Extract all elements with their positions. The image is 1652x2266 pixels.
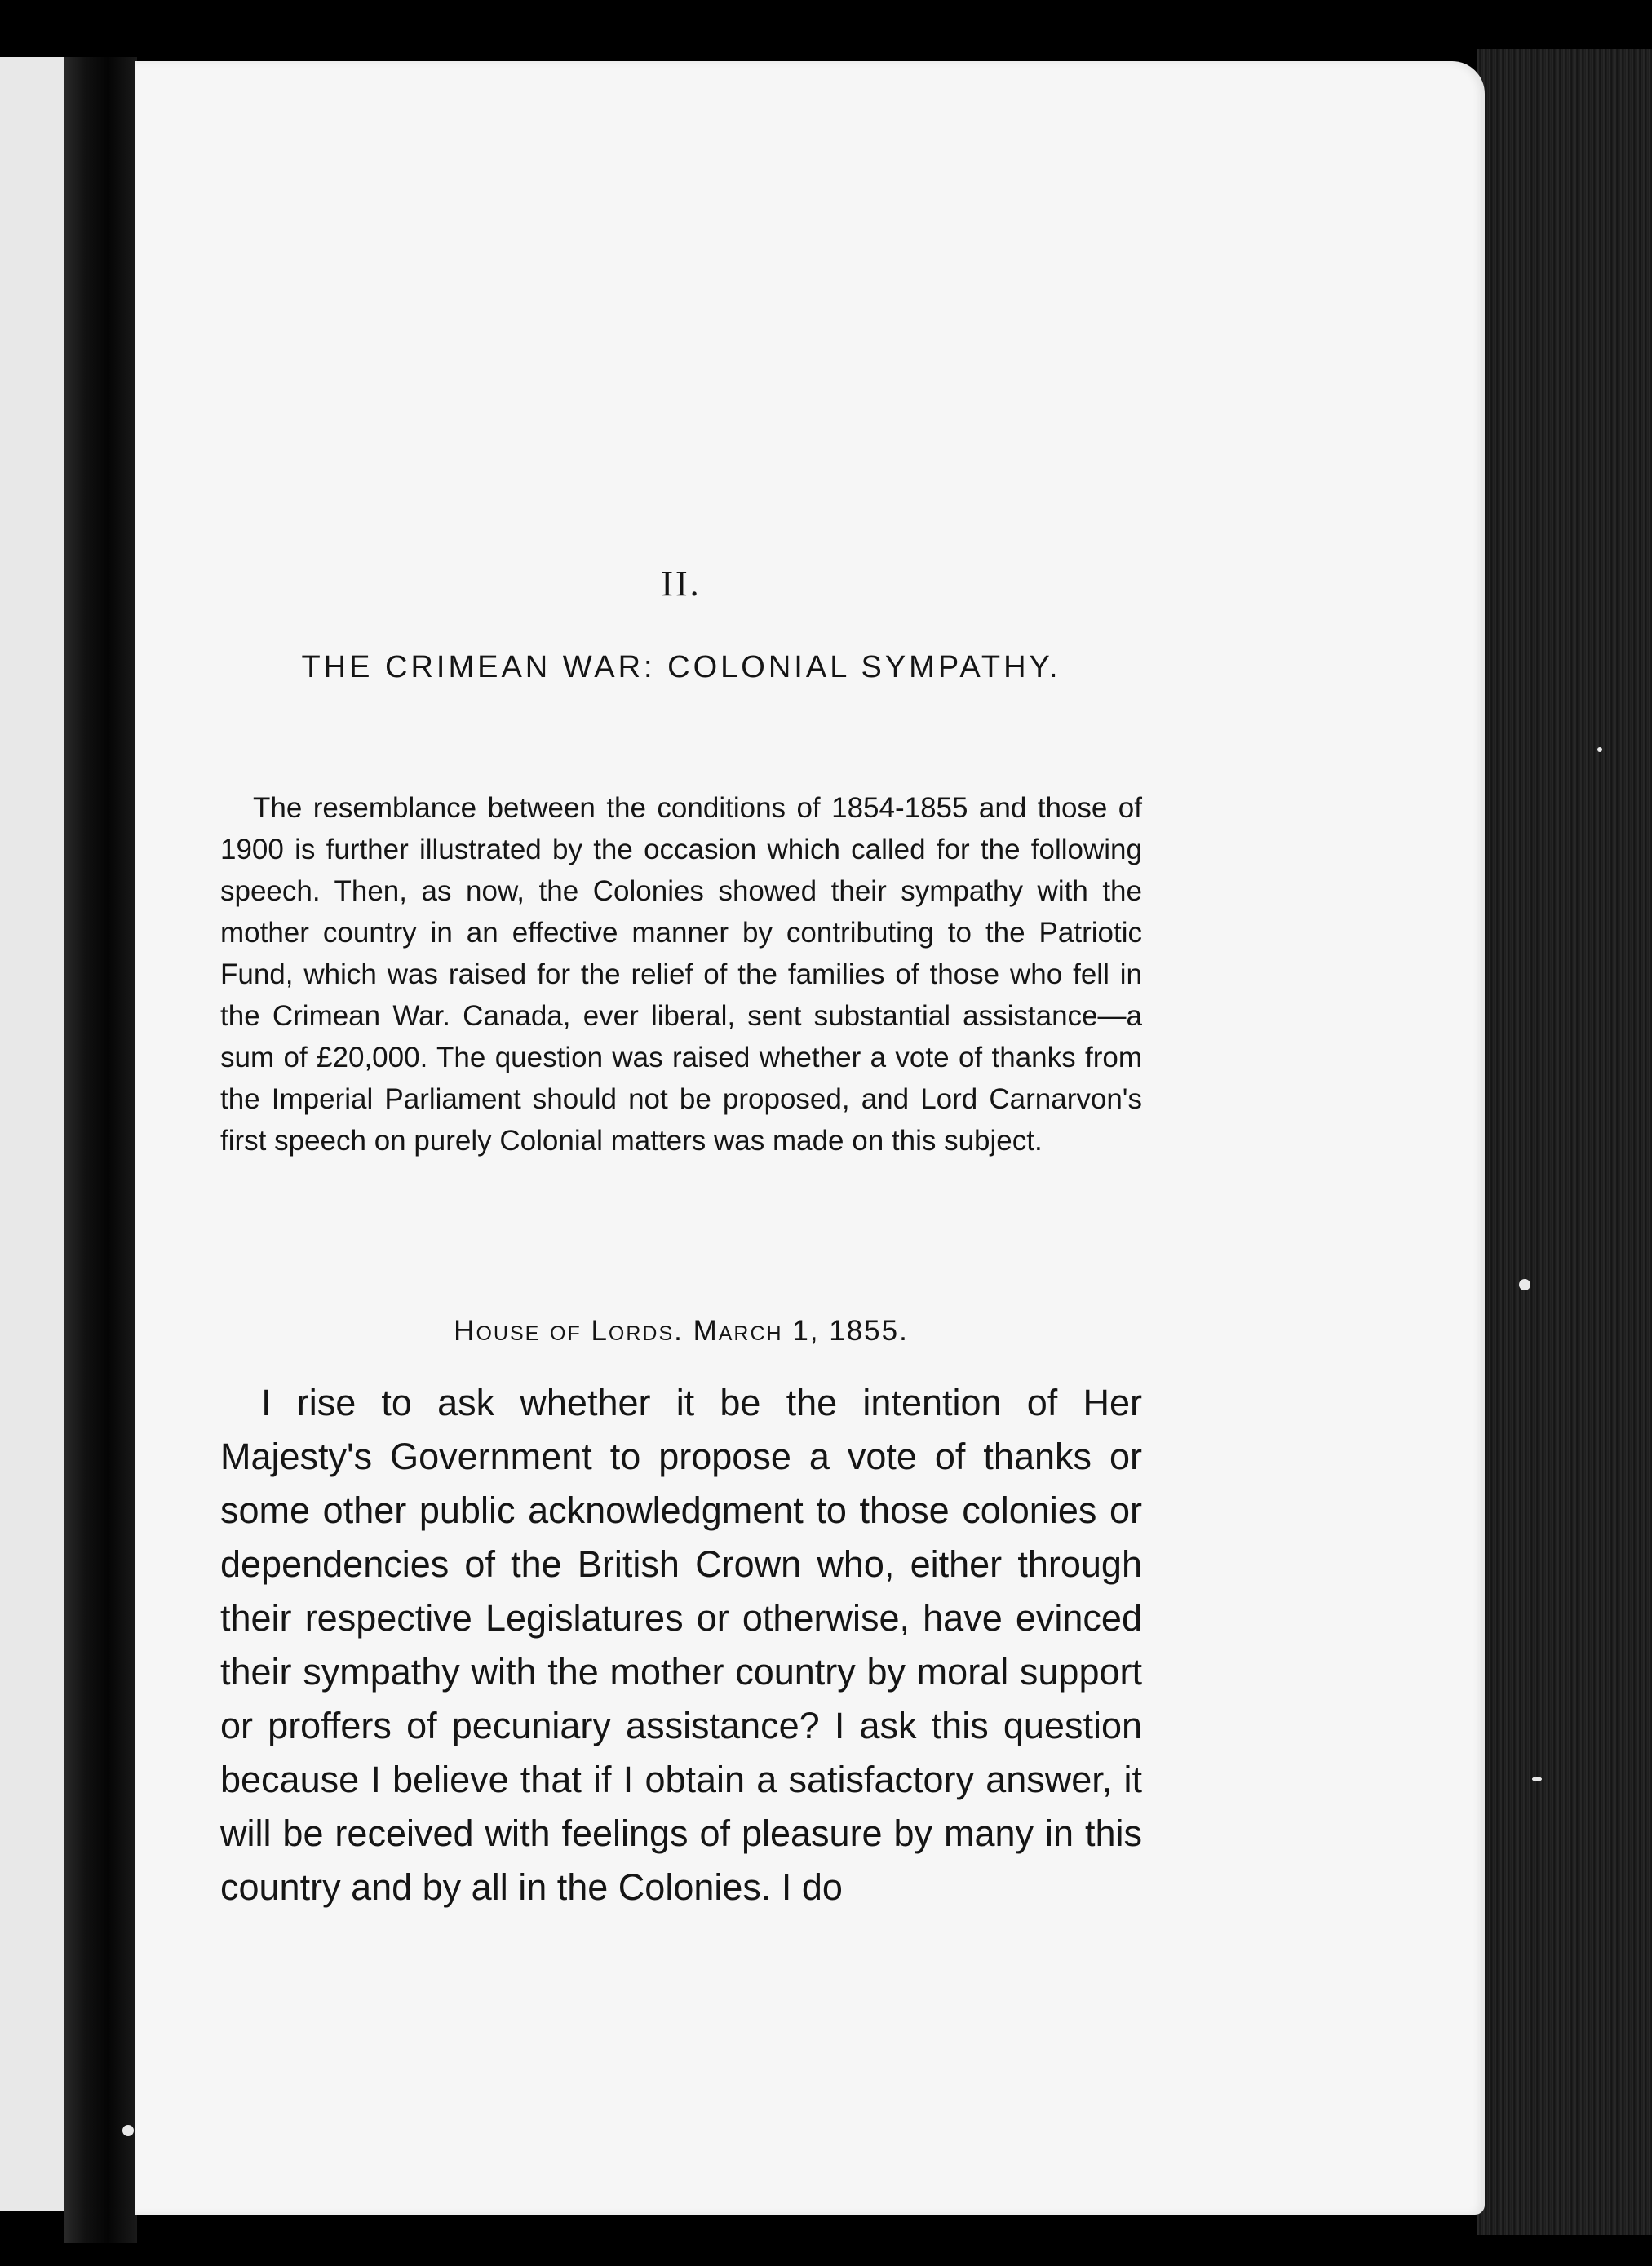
book-gutter (64, 57, 137, 2243)
book-page (135, 61, 1485, 2215)
scan-speck (1597, 747, 1602, 752)
dateline: House of Lords. March 1, 1855. (454, 1315, 909, 1347)
previous-page-edge (0, 57, 64, 2211)
scan-speck (1519, 1279, 1530, 1290)
speech-paragraph: I rise to ask whether it be the intention of Her Majesty's Government to propose a vote of thanks or some other public acknowledgment to those colonies or dependencies of the British Crown who, either through their respective Legislatures or otherwise, have evinced their sympathy with the mother country by moral support or proffers of pecuniary assistance? I ask this question because I believe that if I obtain a satisfactory answer, it will be received with feelings of pleasure by many in this country and by all in the Colonies. I do (220, 1382, 1142, 1908)
intro-paragraph: The resemblance between the conditions of 1854-1855 and those of 1900 is further illustrated by the occasion which called for the following speech. Then, as now, the Colonies showed their sympathy with the mother country in an effective manner by contributing to the Patriotic Fund, which was raised for the relief of the families of those who fell in the Crimean War. Canada, ever liberal, sent substantial assistance—a sum of £20,000. The question was raised whether a vote of thanks from the Imperial Parliament should not be proposed, and Lord Carnarvon's first speech on purely Colonial matters was made on this subject. (220, 792, 1142, 1157)
chapter-title: THE CRIMEAN WAR: COLONIAL SYMPATHY. (301, 650, 1061, 684)
chapter-number: II. (661, 564, 702, 604)
book-page-edges (1477, 49, 1652, 2235)
scan-speck (1532, 1777, 1542, 1781)
scan-speck (122, 2125, 134, 2136)
